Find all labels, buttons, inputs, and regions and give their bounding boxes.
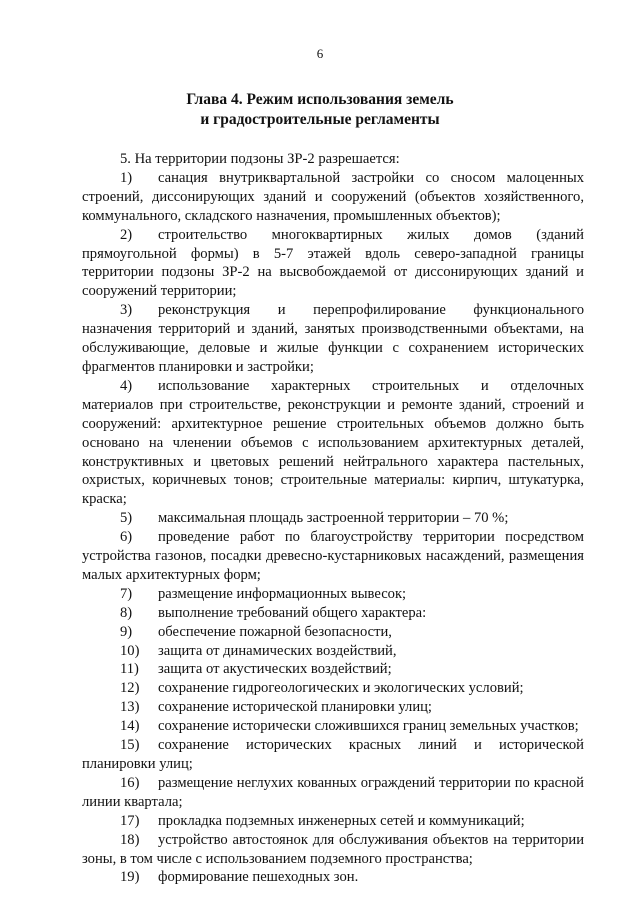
list-item-number: 9) — [120, 623, 133, 640]
chapter-heading-line2: и градостроительные регламенты — [200, 111, 440, 128]
list-item-text: сохранение гидрогеологических и экологических условий; — [158, 680, 524, 697]
list-item-text: формирование пешеходных зон. — [158, 869, 359, 886]
list-item — [82, 717, 584, 736]
page-number: 6 — [316, 46, 324, 61]
chapter-heading-line1: Глава 4. Режим использования земель — [186, 91, 454, 108]
list-item-text: размещение неглухих кованных ограждений территории по красной линии квартала; — [82, 774, 584, 810]
list-item-number: 15) — [120, 737, 140, 754]
list-item-text: строительство многоквартирных жилых домов (зданий прямоугольной формы) в 5-7 этажей вдоль северо-западной границы территории подзоны ЗР-2 на высвобождаемой от диссонирующих зданий и сооружений территории; — [82, 226, 584, 300]
list-item — [82, 679, 584, 698]
list-item — [82, 604, 584, 623]
list-item-text: сохранение исторических красных линий и исторической планировки улиц; — [82, 737, 584, 772]
list-item-number: 12) — [120, 680, 140, 697]
list-item-text: выполнение требований общего характера: — [158, 604, 427, 621]
list-item-number: 16) — [120, 774, 140, 791]
list-item-text: защита от динамических воздействий, — [158, 642, 397, 659]
list-item — [82, 509, 584, 528]
list-item-number: 2) — [120, 226, 133, 243]
list-item-number: 8) — [120, 604, 133, 621]
list-item-number: 7) — [120, 585, 133, 602]
permission-list — [82, 169, 584, 887]
list-item — [82, 660, 584, 679]
list-item-text: устройство автостоянок для обслуживания объектов на территории зоны, в том числе с использованием подземного пространства; — [82, 831, 584, 867]
list-item — [82, 698, 584, 717]
list-item — [82, 642, 584, 661]
list-item — [82, 774, 584, 812]
list-item — [82, 169, 584, 226]
list-item-text: размещение информационных вывесок; — [158, 585, 407, 602]
list-item-text: использование характерных строительных и отделочных материалов при строительстве, реконструкции и ремонте зданий, строений и сооружений: архитектурное решение строительных объемов должно быть основано на членении объемов с использованием архитектурных деталей, конструктивных и цветовых решений нейтрального характера пастельных, охристых, коричневых тонов; строительные материалы: кирпич, штукатурка, краска; — [82, 377, 584, 508]
list-item-text: защита от акустических воздействий; — [158, 661, 392, 678]
list-item — [82, 301, 584, 377]
list-item-number: 11) — [120, 661, 139, 678]
list-item-text: проведение работ по благоустройству территории посредством устройства газонов, посадки древесно-кустарниковых насаждений, размещения малых архитектурных форм; — [82, 529, 584, 583]
list-item-number: 6) — [120, 529, 133, 546]
list-item-number: 10) — [120, 642, 140, 659]
list-item — [82, 226, 584, 302]
list-item-number: 13) — [120, 699, 140, 716]
list-item-number: 18) — [120, 831, 140, 848]
list-item-text: прокладка подземных инженерных сетей и коммуникаций; — [158, 812, 525, 829]
list-item — [82, 812, 584, 831]
list-item-number: 4) — [120, 377, 133, 394]
list-item — [82, 831, 584, 869]
chapter-heading — [0, 90, 640, 130]
list-item-text: сохранение исторической планировки улиц; — [158, 699, 432, 716]
list-item-number: 1) — [120, 169, 133, 186]
document-body — [82, 150, 584, 887]
list-item-number: 14) — [120, 718, 140, 735]
list-item — [82, 377, 584, 509]
list-item-number: 5) — [120, 510, 133, 527]
list-item-text: сохранение исторически сложившихся границ земельных участков; — [158, 718, 579, 735]
list-item-text: реконструкция и перепрофилирование функционального назначения территорий и зданий, занятых производственными объектами, на обслуживающие, деловые и жилые функции с сохранением исторических фрагментов планировки и застройки; — [82, 302, 584, 375]
list-item — [82, 623, 584, 642]
list-item — [82, 528, 584, 585]
section-intro: 5. На территории подзоны ЗР-2 разрешается: — [120, 151, 400, 167]
list-item — [82, 868, 584, 887]
list-item-text: обеспечение пожарной безопасности, — [158, 623, 392, 640]
list-item-number: 17) — [120, 812, 140, 829]
list-item-text: санация внутриквартальной застройки со сносом малоценных строений, диссонирующих зданий и сооружений (объектов хозяйственного, коммунального, складского назначения, промышленных объектов); — [82, 169, 584, 224]
list-item — [82, 585, 584, 604]
list-item — [82, 736, 584, 774]
list-item-text: максимальная площадь застроенной территории – 70 %; — [158, 510, 509, 527]
list-item-number: 19) — [120, 869, 140, 886]
list-item-number: 3) — [120, 302, 133, 319]
